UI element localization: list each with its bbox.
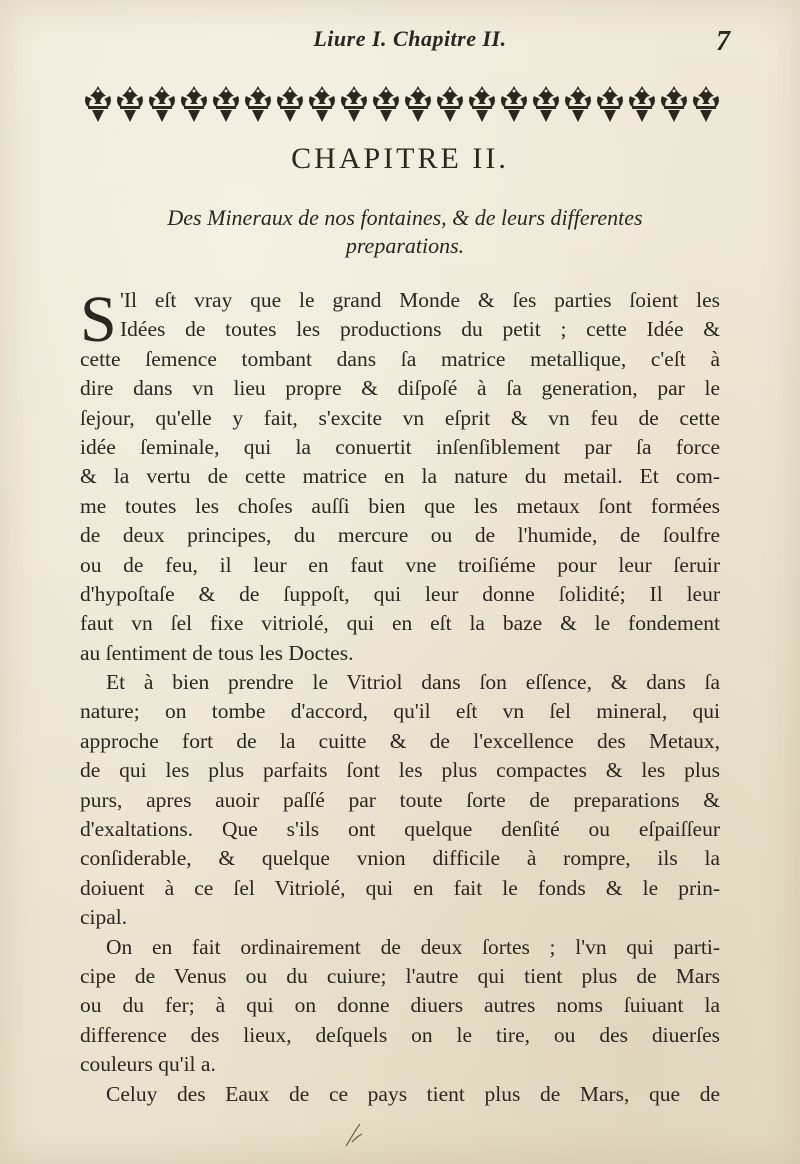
ink-flourish-mark [338,1112,368,1152]
text-line: cette ſemence tombant dans ſa matrice metallique, c'eſt à [80,346,720,371]
chapter-subtitle-line-1: Des Mineraux de nos fontaines, & de leurs differentes [167,205,643,230]
text-line: dire dans vn lieu propre & diſpoſé à ſa generation, par le [80,376,720,401]
text-line: nature; on tombe d'accord, qu'il eſt vn ſel mineral, qui [80,699,720,724]
text-line: 'Il eſt vray que le grand Monde & ſes parties ſoient les [120,288,720,312]
text-line: d'hypoſtaſe & de ſuppoſt, qui leur donne ſolidité; Il leur [80,581,720,606]
text-line: Idées de toutes les productions du petit ; cette Idée & [120,317,720,342]
fleuron-ornament [82,80,722,124]
text-line: & la vertu de cette matrice en la nature du metail. Et com- [80,464,720,489]
chapter-subtitle-line-2: preparations. [345,233,465,258]
text-line: me toutes les choſes auſſi bien que les metaux ſont formées [80,493,720,518]
body-text [80,283,720,1109]
text-line: d'exaltations. Que s'ils ont quelque denſité ou eſpaiſſeur [80,817,720,842]
drop-cap: S [80,283,117,356]
text-line: On en fait ordinairement de deux ſortes ; l'vn qui parti- [106,934,720,959]
text-line: purs, apres auoir paſſé par toute ſorte de preparations & [80,787,720,812]
text-line: ou du fer; à qui on donne diuers autres noms ſuiuant la [80,993,720,1018]
text-line: doiuent à ce ſel Vitriolé, qui en fait le fonds & le prin- [80,875,720,900]
text-line: Celuy des Eaux de ce pays tient plus de Mars, que de [106,1081,720,1106]
running-head [0,22,800,58]
text-line: idée ſeminale, qui la conuertit inſenſiblement par ſa force [80,434,720,459]
text-line: de qui les plus parfaits ſont les plus compactes & les plus [80,758,720,783]
text-line: approche fort de la cuitte & de l'excellence des Metaux, [80,728,720,753]
text-line: conſiderable, & quelque vnion difficile à rompre, ils la [80,846,720,871]
chapter-heading: CHAPITRE II. [291,142,509,175]
fleuron-ornament-band [82,80,722,124]
text-line: ou de feu, il leur en faut vne troiſiéme pour leur ſeruir [80,552,720,577]
text-line: faut vn ſel fixe vitriolé, qui en eſt la baze & le fondement [80,611,720,636]
text-line: cipal. [80,905,128,930]
text-line: difference des lieux, deſquels on le tire, ou des diuerſes [80,1022,720,1047]
running-title: Liure I. Chapitre II. [313,26,507,51]
text-line: cipe de Venus ou du cuiure; l'autre qui tient plus de Mars [80,963,720,988]
text-line: Et à bien prendre le Vitriol dans ſon eſſence, & dans ſa [106,670,720,695]
text-line: couleurs qu'il a. [80,1052,216,1077]
text-line: ſejour, qu'elle y fait, s'excite vn eſprit & vn feu de cette [80,405,720,430]
text-line: de deux principes, du mercure ou de l'humide, de ſoulfre [80,523,720,548]
chapter-subtitle [100,204,710,260]
text-line: au ſentiment de tous les Doctes. [80,640,354,665]
page-number: 7 [716,26,730,57]
